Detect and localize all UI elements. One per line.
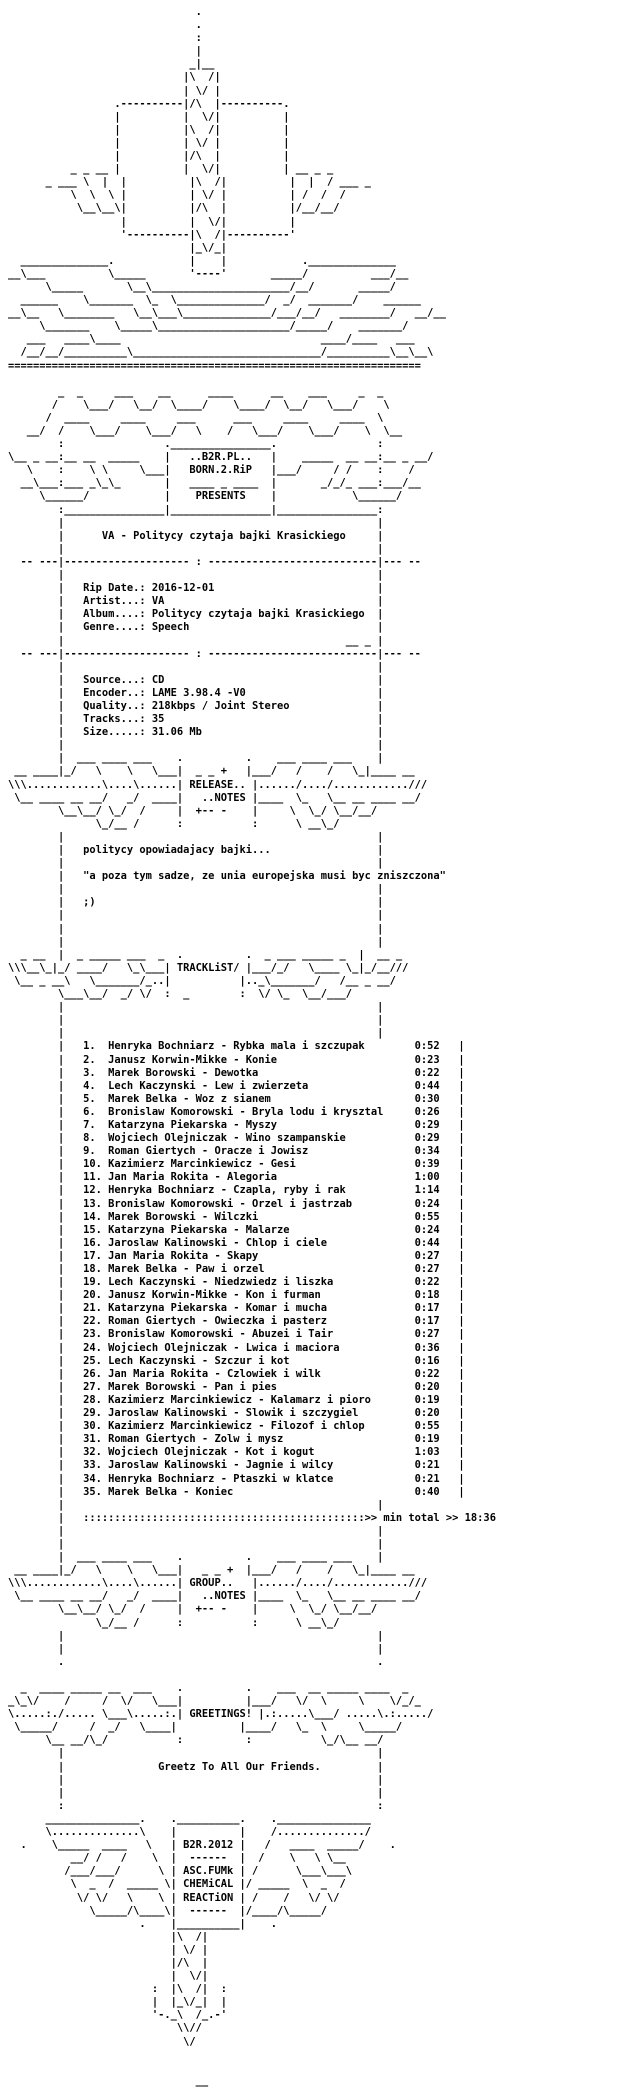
nfo-line: . |__________| .: [8, 1917, 277, 1930]
nfo-line: \______/ | PRESENTS | \______/: [8, 490, 403, 503]
nfo-line: \.....:./..... \___\.....:.| GREETINGS! |.:.....\___/ .....\.:...../: [8, 1708, 434, 1721]
nfo-line: |_\/_|: [8, 241, 227, 254]
nfo-line: | Artist...: VA |: [8, 595, 384, 608]
nfo-line: | 12. Henryka Bochniarz - Czapla, ryby i rak 1:14 |: [8, 1184, 465, 1197]
nfo-line: \..............\ | | /............../: [8, 1826, 371, 1839]
nfo-line: | 28. Kazimierz Marcinkiewicz - Kalamarz i pioro 0:19 |: [8, 1393, 465, 1406]
nfo-line: |\ /|: [8, 71, 221, 84]
nfo-line: | 23. Bronislaw Komorowski - Abuzei i Tair 0:27 |: [8, 1328, 465, 1341]
nfo-line: .: [8, 19, 202, 32]
nfo-line: | __ _ |: [8, 634, 384, 647]
nfo-line: | |: [8, 1642, 384, 1655]
nfo-line: | |: [8, 935, 384, 948]
nfo-line: | 6. Bronislaw Komorowski - Bryla lodu i krysztal 0:26 |: [8, 1105, 465, 1118]
nfo-line: / \___/ \__/ \____/ \____/ \__/ \___/ \: [8, 398, 390, 411]
nfo-line: | |: [8, 660, 384, 673]
nfo-line: | 26. Jan Maria Rokita - Czlowiek i wilk 0:22 |: [8, 1367, 465, 1380]
nfo-line: | | \/| |: [8, 215, 296, 228]
nfo-line: __ ____|_/ \ \ \___| _ _ + |___/ / / \_|____ __: [8, 1564, 415, 1577]
nfo-line: | 16. Jaroslaw Kalinowski - Chlop i ciele 0:44 |: [8, 1236, 465, 1249]
nfo-line: | |: [8, 542, 384, 555]
nfo-line: \__ __/\_/ : : \_/\__ __/: [8, 1734, 384, 1747]
nfo-line: \/: [8, 2035, 196, 2048]
nfo-line: \_____/ / _/ \____| |____/ \_ \ \_____/: [8, 1721, 403, 1734]
nfo-line: | 31. Roman Giertych - Zolw i mysz 0:19 |: [8, 1433, 465, 1446]
nfo-line: \_/__ / : : \ __\_/: [8, 817, 340, 830]
nfo-line: | |: [8, 739, 384, 752]
nfo-line: \__ ____ __ __/ _/ ____| ..NOTES |____ \_ \__ __ ____ __/: [8, 791, 421, 804]
nfo-line: | |: [8, 909, 384, 922]
nfo-line: | 5. Marek Belka - Woz z sianem 0:30 |: [8, 1092, 465, 1105]
nfo-line: | |: [8, 1786, 384, 1799]
nfo-line: _______________. .__________. ._______________: [8, 1812, 371, 1825]
nfo-line: | |: [8, 516, 384, 529]
nfo-line: | |: [8, 569, 384, 582]
nfo-line: | 17. Jan Maria Rokita - Skapy 0:27 |: [8, 1249, 465, 1262]
nfo-line: | Source...: CD |: [8, 673, 384, 686]
nfo-line: \_/__ / : : \ __\_/: [8, 1616, 340, 1629]
nfo-line: | 21. Katarzyna Piekarska - Komar i mucha 0:17 |: [8, 1302, 465, 1315]
nfo-line: \\\__\_|_/ ____/ \_\___| TRACKLiST/ |___/_/ \____ \_|_/__///: [8, 961, 409, 974]
nfo-line: \___\__/ _/ \/ : _ : \/ \_ \__/___/: [8, 988, 353, 1001]
nfo-line: __ ____|_/ \ \ \___| _ _ + |___/ / / \_|____ __: [8, 765, 415, 778]
nfo-line: | 35. Marek Belka - Koniec 0:40 |: [8, 1485, 465, 1498]
nfo-line: | 1. Henryka Bochniarz - Rybka mala i szczupak 0:52 |: [8, 1040, 465, 1053]
nfo-line: | 9. Roman Giertych - Oracze i Jowisz 0:34 |: [8, 1145, 465, 1158]
nfo-line: \ _ / _____ \| CHEMiCAL |/ _____ \ _ /: [8, 1878, 346, 1891]
nfo-line: | 3. Marek Borowski - Dewotka 0:22 |: [8, 1066, 465, 1079]
nfo-line: __/ / \___/ \___/ \ / \___/ \___/ \ \__: [8, 425, 403, 437]
nfo-line: : |\ /| :: [8, 1983, 227, 1996]
nfo-line: / ____ ____ ___ ___ ____ ____ \: [8, 411, 384, 424]
nfo-line: '----------|\ /|----------': [8, 228, 296, 241]
nfo-line: | |: [8, 1773, 384, 1786]
nfo-line: | |: [8, 1629, 384, 1642]
nfo-line: | Greetz To All Our Friends. |: [8, 1760, 384, 1773]
nfo-line: | 30. Kazimierz Marcinkiewicz - Filozof i chlop 0:55 |: [8, 1420, 465, 1433]
nfo-line: ==================================================================: [8, 359, 421, 372]
nfo-line: -- ---|-------------------- : ---------------------------|--- --: [8, 647, 421, 660]
nfo-line: | Tracks...: 35 |: [8, 713, 384, 726]
nfo-line: | 20. Janusz Korwin-Mikke - Kon i furman 0:18 |: [8, 1289, 465, 1302]
nfo-line: \ : \ \ \___| BORN.2.RiP |___/ / / : /: [8, 464, 415, 477]
nfo-line: '-._\ /_.-': [8, 2009, 227, 2022]
nfo-line: :: [8, 32, 202, 45]
nfo-line: . \_____ ____ \ | B2R.2012 | / ____ _____/ .: [8, 1839, 396, 1852]
nfo-line: \\\............\....\......| GROUP.. |....../..../............///: [8, 1577, 428, 1590]
nfo-line: | :::::::::::::::::::::::::::::::::::::::::::::>> min total >> 18:36: [8, 1511, 496, 1524]
nfo-line: | Album....: Politycy czytaja bajki Krasickiego |: [8, 608, 384, 621]
nfo-line: | |: [8, 1524, 384, 1537]
nfo-line: _ _ ___ __ ____ __ ___ _ _: [8, 385, 384, 398]
nfo-line: \_____ \__\______________________/__/ _____/: [8, 280, 396, 293]
nfo-line: | 19. Lech Kaczynski - Niedzwiedz i liszka 0:22 |: [8, 1276, 465, 1289]
nfo-line: | Encoder..: LAME 3.98.4 -V0 |: [8, 686, 384, 699]
nfo-line: | |: [8, 1027, 384, 1040]
nfo-line: .----------|/\ |----------.: [8, 97, 290, 110]
nfo-line: | 34. Henryka Bochniarz - Ptaszki w klatce 0:21 |: [8, 1472, 465, 1485]
nfo-line: /___/___/ \ | ASC.FUMk | / \___\___\: [8, 1865, 353, 1878]
nfo-line: | |: [8, 830, 384, 843]
nfo-line: [8, 2049, 632, 2062]
nfo-line: | |_\/_| |: [8, 1996, 227, 2009]
nfo-line: | 2. Janusz Korwin-Mikke - Konie 0:23 |: [8, 1053, 465, 1066]
nfo-line: | 4. Lech Kaczynski - Lew i zwierzeta 0:44 |: [8, 1079, 465, 1092]
nfo-line: | ___ ____ ___ . . ___ ____ ___ |: [8, 1551, 384, 1564]
nfo-line: | |: [8, 1001, 384, 1014]
nfo-line: \/ \/ \ \ | REACTiON | / / \/ \/: [8, 1891, 340, 1904]
nfo-line: \__ _ __:__ __ _____ | ..B2R.PL.. | _____ __ __:__ _ __/: [8, 451, 434, 464]
nfo-line: \__\__/ \_/ / | +-- - | \ \_/ \__/__/: [8, 1603, 378, 1616]
nfo-line: [8, 373, 632, 386]
nfo-line: | | \/ | |: [8, 136, 290, 149]
nfo-line: \__ _ __\ \_______/_..| |.._\_______/ /__ _ __/: [8, 974, 396, 987]
nfo-line: | 10. Kazimierz Marcinkiewicz - Gesi 0:39 |: [8, 1158, 465, 1171]
nfo-line: -- ---|-------------------- : ---------------------------|--- --: [8, 555, 421, 568]
nfo-line: ______ \_______ \_ \______________/ _/ _______/ ______: [8, 294, 421, 307]
nfo-line: \ \ \ | | \/ | | / / /: [8, 189, 346, 202]
nfo-line: | 18. Marek Belka - Paw i orzel 0:27 |: [8, 1263, 465, 1275]
nfo-line: . .: [8, 1655, 384, 1668]
nfo-line: | |: [8, 922, 384, 935]
nfo-line: _|__: [8, 58, 215, 71]
nfo-line: __: [8, 2074, 209, 2087]
nfo-line: \_____/\____\| ------ |/____/\_____/: [8, 1904, 328, 1917]
nfo-line: [8, 2062, 632, 2075]
nfo-line: |/\ |: [8, 1956, 209, 1969]
nfo-line: _\_\/ / / \/ \___| |___/ \/ \ \ \/_/_: [8, 1695, 421, 1708]
nfo-line: | 24. Wojciech Olejniczak - Lwica i maciora 0:36 |: [8, 1341, 465, 1354]
nfo-line: | ___ ____ ___ . . ___ ____ ___ |: [8, 752, 384, 765]
nfo-line: __/ / / \ | ------ | / \ \ \__: [8, 1852, 346, 1865]
nfo-line: __\__ \________ \__\___\______________/___/__/ ________/ __/__: [8, 307, 446, 320]
nfo-line: : :: [8, 1799, 384, 1812]
nfo-line: \__\__/ \_/ / | +-- - | \ \_/ \__/__/: [8, 804, 378, 817]
nfo-line: | 8. Wojciech Olejniczak - Wino szampanskie 0:29 |: [8, 1132, 465, 1145]
nfo-line: | VA - Politycy czytaja bajki Krasickiego |: [8, 529, 384, 542]
nfo-line: | |: [8, 1747, 384, 1760]
nfo-line: | Rip Date.: 2016-12-01 |: [8, 582, 384, 595]
nfo-line: | 22. Roman Giertych - Owieczka i pasterz 0:17 |: [8, 1315, 465, 1328]
nfo-line: : .________________. :: [8, 438, 384, 451]
nfo-line: | |\ /| |: [8, 123, 290, 136]
nfo-line: \\\............\....\......| RELEASE.. |....../..../............///: [8, 778, 428, 791]
nfo-line: | 25. Lech Kaczynski - Szczur i kot 0:16 |: [8, 1354, 465, 1367]
nfo-line: | ;) |: [8, 896, 384, 909]
nfo-line: | | \/| |: [8, 110, 290, 123]
nfo-line: [8, 1669, 632, 1682]
nfo-line: | Quality..: 218kbps / Joint Stereo |: [8, 699, 384, 712]
nfo-line: |\ /|: [8, 1930, 209, 1943]
nfo-line: | 11. Jan Maria Rokita - Alegoria 1:00 |: [8, 1171, 465, 1184]
nfo-line: | \/|: [8, 1970, 209, 1983]
nfo-line: | 27. Marek Borowski - Pan i pies 0:20 |: [8, 1380, 465, 1393]
nfo-line: ___ ____\____ ____/____ ___: [8, 333, 415, 346]
nfo-line: \\//: [8, 2022, 202, 2035]
nfo-line: | politycy opowiadajacy bajki... |: [8, 844, 384, 856]
nfo-line: | "a poza tym sadze, ze unia europejska musi byc zniszczona": [8, 870, 446, 883]
nfo-line: ______________. | | .______________: [8, 254, 396, 267]
nfo-line: | 15. Katarzyna Piekarska - Malarze 0:24 |: [8, 1223, 465, 1236]
nfo-line: | 33. Jaroslaw Kalinowski - Jagnie i wilcy 0:21 |: [8, 1459, 465, 1472]
nfo-line: | Genre....: Speech |: [8, 621, 384, 634]
nfo-line: | |: [8, 1537, 384, 1550]
nfo-line: _ __ | _ _____ ___ _ . . _ ___ _____ _ | __ _: [8, 948, 403, 961]
nfo-line: /__/__/__________\______________________________/__________\__\__\: [8, 346, 434, 359]
nfo-line: | 7. Katarzyna Piekarska - Myszy 0:29 |: [8, 1118, 465, 1131]
nfo-line: | |/\ | |: [8, 150, 290, 163]
nfo-line: | 13. Bronislaw Komorowski - Orzel i jastrzab 0:24 |: [8, 1197, 465, 1210]
nfo-line: .: [8, 6, 202, 18]
nfo-line: | |: [8, 1498, 384, 1511]
nfo-line: \__ ____ __ __/ _/ ____| ..NOTES |____ \_ \__ __ ____ __/: [8, 1590, 421, 1603]
nfo-line: |: [8, 45, 202, 58]
nfo-line: | |: [8, 1014, 384, 1027]
nfo-line: _ ___ \ | | |\ /| | | / ___ _: [8, 176, 371, 189]
nfo-line: __\___:___ _\_\_ | ____ _ ____ | _/_/_ ___:___/__: [8, 477, 421, 490]
nfo-line: | \/ |: [8, 1943, 209, 1956]
nfo-line: | Size.....: 31.06 Mb |: [8, 726, 384, 739]
nfo-line: | 29. Jaroslaw Kalinowski - Slowik i szczygiel 0:20 |: [8, 1407, 465, 1420]
nfo-line: _ ____ _____ __ ___ . . ___ __ _____ ____ _: [8, 1682, 409, 1694]
nfo-line: \__\__\| |/\ | |/__/__/: [8, 202, 340, 215]
nfo-line: \_______ \_____\_____________________/_____/ _______/: [8, 320, 409, 333]
nfo-line: _ _ __ | | \/| | __ _ _: [8, 163, 334, 176]
nfo-line: | \/ |: [8, 84, 221, 97]
nfo-line: :________________|________________|________________:: [8, 503, 384, 516]
nfo-line: __\___ \_____ '----' _____/ ___/__: [8, 267, 409, 280]
nfo-line: | 32. Wojciech Olejniczak - Kot i kogut 1:03 |: [8, 1446, 465, 1459]
nfo-line: | 14. Marek Borowski - Wilczki 0:55 |: [8, 1210, 465, 1223]
nfo-line: | |: [8, 883, 384, 896]
nfo-line: | |: [8, 857, 384, 870]
